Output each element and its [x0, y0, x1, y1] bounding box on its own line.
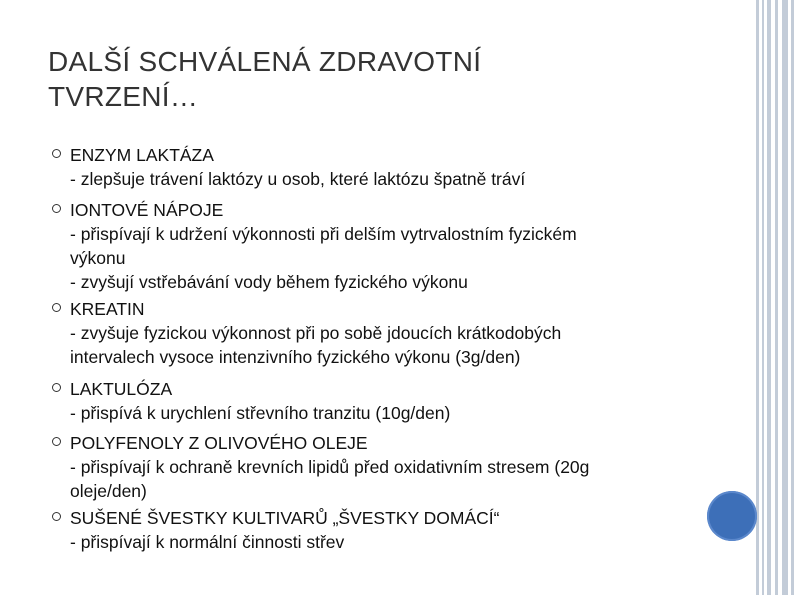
list-item — [48, 198, 688, 294]
item-heading: LAKTULÓZA — [70, 379, 173, 399]
title-line-1: DALŠÍ SCHVÁLENÁ ZDRAVOTNÍ — [48, 46, 482, 77]
item-text: intervalech vysoce intenzivního fyzického výkonu (3g/den) — [70, 347, 521, 367]
item-text: - přispívají k normální činnosti střev — [70, 532, 345, 552]
circle-bullet-icon — [52, 149, 61, 158]
item-heading: KREATIN — [70, 299, 145, 319]
stripe — [767, 0, 771, 595]
item-text: - přispívají k udržení výkonnosti při delším vytrvalostním fyzickém — [70, 224, 577, 244]
circle-bullet-icon — [52, 512, 61, 521]
item-text: - přispívá k urychlení střevního tranzitu (10g/den) — [70, 403, 451, 423]
stripe — [756, 0, 759, 595]
slide-title — [48, 44, 708, 114]
item-text: - přispívají k ochraně krevních lipidů před oxidativním stresem (20g — [70, 457, 590, 477]
list-item — [48, 431, 688, 503]
item-heading: IONTOVÉ NÁPOJE — [70, 200, 224, 220]
item-text: oleje/den) — [70, 481, 147, 501]
list-item — [48, 297, 688, 369]
stripe — [762, 0, 764, 595]
circle-bullet-icon — [52, 303, 61, 312]
decorative-circle — [707, 491, 757, 541]
list-item — [48, 377, 688, 425]
decorative-stripes — [756, 0, 794, 595]
list-item — [48, 506, 688, 554]
item-heading: ENZYM LAKTÁZA — [70, 145, 214, 165]
stripe — [782, 0, 788, 595]
item-text: - zlepšuje trávení laktózy u osob, které laktózu špatně tráví — [70, 169, 526, 189]
stripe — [775, 0, 778, 595]
bullet-list — [48, 143, 688, 554]
list-item — [48, 143, 688, 191]
circle-bullet-icon — [52, 437, 61, 446]
title-line-2: TVRZENÍ… — [48, 81, 199, 112]
item-text: - zvyšuje fyzickou výkonnost při po sobě jdoucích krátkodobých — [70, 323, 562, 343]
circle-bullet-icon — [52, 383, 61, 392]
item-text: - zvyšují vstřebávání vody během fyzického výkonu — [70, 272, 468, 292]
item-text: výkonu — [70, 248, 126, 268]
item-heading: SUŠENÉ ŠVESTKY KULTIVARŮ „ŠVESTKY DOMÁCÍ“ — [70, 508, 500, 528]
circle-bullet-icon — [52, 204, 61, 213]
item-heading: POLYFENOLY Z OLIVOVÉHO OLEJE — [70, 433, 368, 453]
